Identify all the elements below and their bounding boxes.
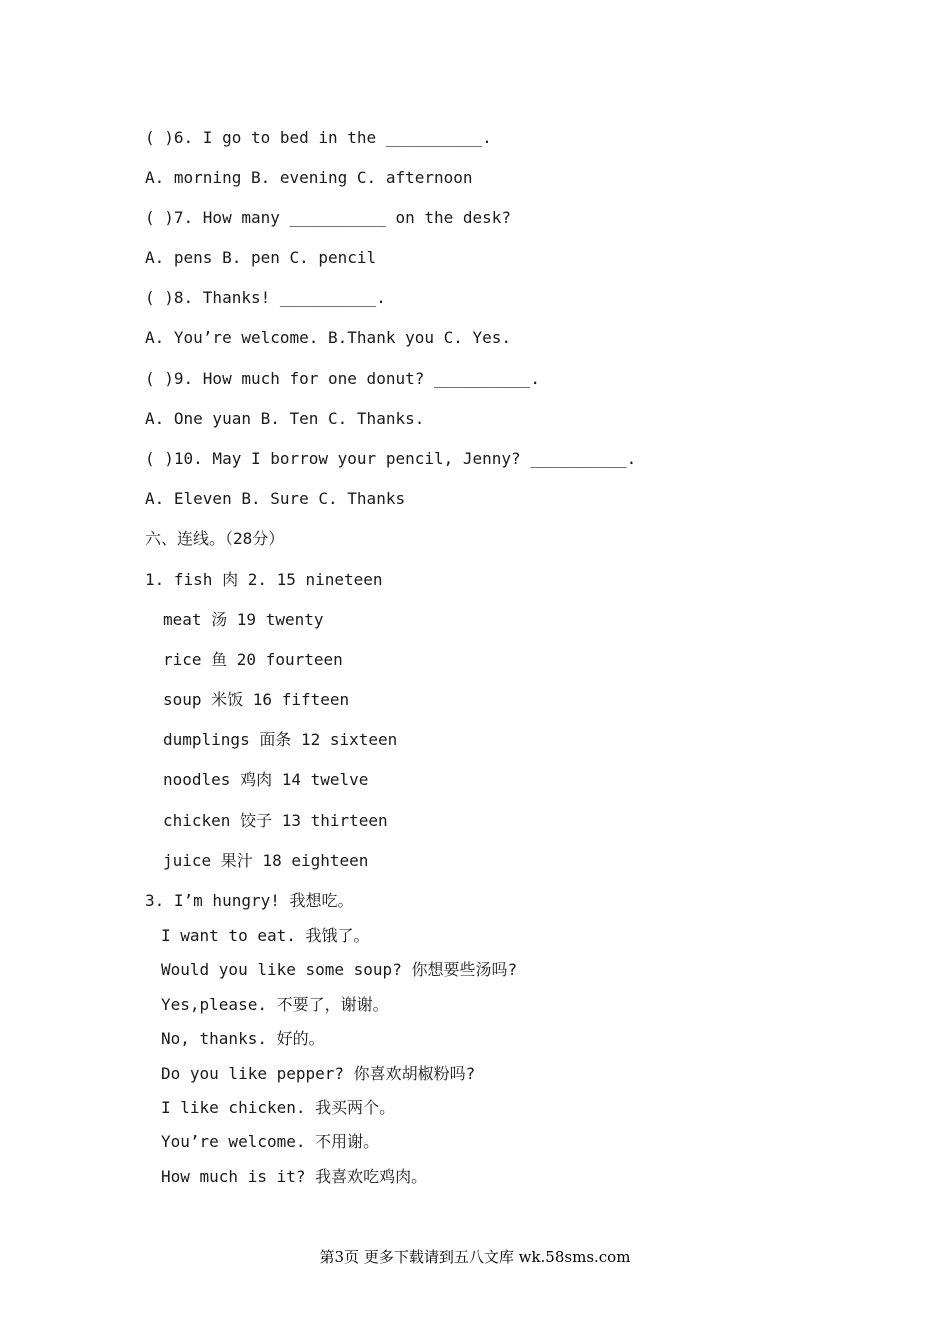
sentence-row: Do you like pepper? 你喜欢胡椒粉吗?: [161, 1064, 476, 1083]
question-10-stem: ( )10. May I borrow your pencil, Jenny? __________.: [145, 449, 637, 468]
match-row: rice 鱼 20 fourteen: [163, 650, 343, 669]
question-7-stem: ( )7. How many __________ on the desk?: [145, 208, 512, 227]
sentence-row: I want to eat. 我饿了。: [161, 926, 370, 945]
sentence-row: You’re welcome. 不用谢。: [161, 1132, 380, 1151]
match-row: meat 汤 19 twenty: [163, 610, 324, 629]
match-row: soup 米饭 16 fifteen: [163, 690, 350, 709]
question-9-options: A. One yuan B. Ten C. Thanks.: [145, 409, 425, 428]
question-6-stem: ( )6. I go to bed in the __________.: [145, 128, 492, 147]
section-title: 六、连线。（28分）: [145, 529, 285, 548]
sentence-row: Yes,please. 不要了，谢谢。: [161, 995, 389, 1014]
question-8-stem: ( )8. Thanks! __________.: [145, 288, 386, 307]
sentence-row: 3. I’m hungry! 我想吃。: [145, 891, 354, 910]
match-row: chicken 饺子 13 thirteen: [163, 811, 388, 830]
sentence-row: No, thanks. 好的。: [161, 1029, 325, 1048]
match-row: noodles 鸡肉 14 twelve: [163, 770, 369, 789]
question-7-options: A. pens B. pen C. pencil: [145, 248, 377, 267]
match-row: dumplings 面条 12 sixteen: [163, 730, 398, 749]
match-row: juice 果汁 18 eighteen: [163, 851, 369, 870]
sentence-row: How much is it? 我喜欢吃鸡肉。: [161, 1167, 428, 1186]
question-9-stem: ( )9. How much for one donut? __________.: [145, 369, 540, 388]
question-8-options: A. You’re welcome. B.Thank you C. Yes.: [145, 328, 512, 347]
question-10-options: A. Eleven B. Sure C. Thanks: [145, 489, 406, 508]
sentence-row: I like chicken. 我买两个。: [161, 1098, 396, 1117]
sentence-row: Would you like some soup? 你想要些汤吗?: [161, 960, 518, 979]
match-row: 1. fish 肉 2. 15 nineteen: [145, 570, 383, 589]
question-6-options: A. morning B. evening C. afternoon: [145, 168, 473, 187]
page-footer: 第3页 更多下载请到五八文库 wk.58sms.com: [319, 1248, 631, 1266]
